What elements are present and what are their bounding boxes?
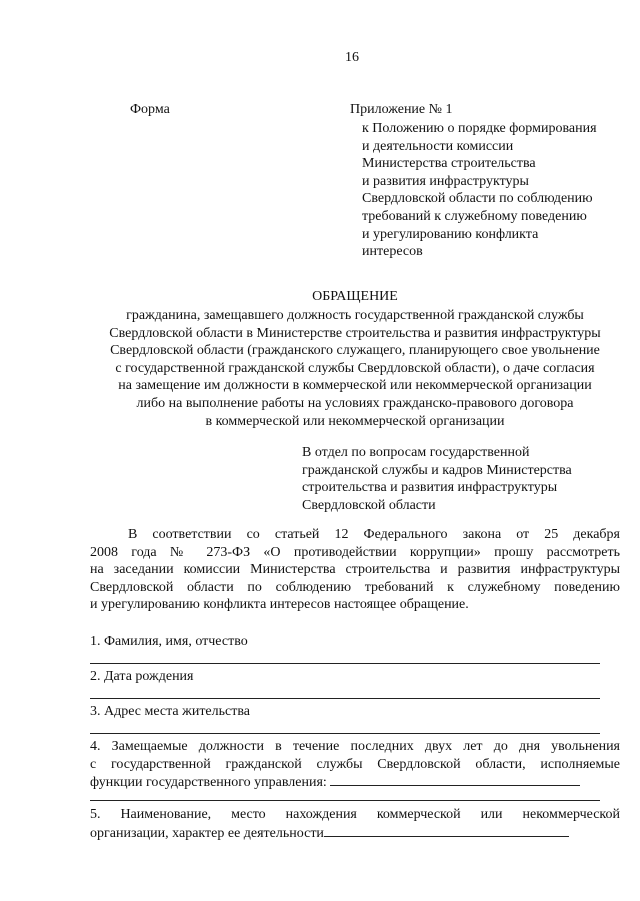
appendix-line: Министерства строительства <box>362 156 536 172</box>
appendix-line: и урегулированию конфликта <box>362 226 539 242</box>
appendix-line: и развития инфраструктуры <box>362 173 529 189</box>
title-line: с государственной гражданской службы Свердловской области), о даче согласия <box>115 360 595 376</box>
paragraph-line: на заседании комиссии Министерства строительства и развития инфраструктуры <box>90 562 620 578</box>
page-number: 16 <box>345 50 359 65</box>
title-line: на замещение им должности в коммерческой или некоммерческой организации <box>118 378 592 394</box>
paragraph-line: 2008 года № 273-ФЗ «О противодействии коррупции» прошу рассмотреть <box>90 544 620 560</box>
field-address-label: 3. Адрес места жительства <box>90 704 250 719</box>
field-full-name-line[interactable] <box>90 663 600 664</box>
appendix-line: требований к служебному поведению <box>362 208 587 224</box>
title-line: Свердловской области (гражданского служащего, планирующего свое увольнение <box>110 343 600 359</box>
paragraph-line: и урегулированию конфликта интересов настоящее обращение. <box>90 597 469 613</box>
addressee-line: строительства и развития инфраструктуры <box>302 480 558 496</box>
title-line: в коммерческой или некоммерческой организации <box>205 413 505 429</box>
field-organization <box>90 806 620 842</box>
field-positions-line: 4. Замещаемые должности в течение последних двух лет до дня увольнения <box>90 739 620 754</box>
paragraph-line: Свердловской области по соблюдению требований к служебному поведению <box>90 579 620 595</box>
field-organization-line: 5. Наименование, место нахождения коммерческой или некоммерческой <box>90 807 620 822</box>
field-organization-line: организации, характер ее деятельности <box>90 824 620 843</box>
request-paragraph <box>90 526 620 614</box>
appendix-line: и деятельности комиссии <box>362 138 514 154</box>
field-full-name-label: 1. Фамилия, имя, отчество <box>90 634 248 649</box>
appendix-line: Свердловской области по соблюдению <box>362 191 593 207</box>
addressee-line: Свердловской области <box>302 497 436 513</box>
appendix-title: Приложение № 1 <box>350 102 453 117</box>
title-line: Свердловской области в Министерстве строительства и развития инфраструктуры <box>109 325 601 341</box>
addressee-line: В отдел по вопросам государственной <box>302 445 530 460</box>
field-positions-line: с государственной гражданской службы Свердловской области, исполняемые <box>90 756 620 772</box>
title-description <box>90 307 620 430</box>
field-birth-date-line[interactable] <box>90 698 600 699</box>
title-line: либо на выполнение работы на условиях гражданско-правового договора <box>136 395 574 411</box>
field-positions <box>90 738 620 792</box>
paragraph-line: В соответствии со статьей 12 Федерального закона от 25 декабря <box>128 527 620 542</box>
document-title: ОБРАЩЕНИЕ <box>312 289 398 304</box>
addressee-line: гражданской службы и кадров Министерства <box>302 462 572 478</box>
field-address-line[interactable] <box>90 733 600 734</box>
appendix-block <box>362 120 597 261</box>
title-line: гражданина, замещавшего должность государственной гражданской службы <box>126 308 584 323</box>
field-positions-extra-line[interactable] <box>90 800 600 801</box>
field-organization-input-line[interactable] <box>324 824 569 837</box>
field-positions-input-line[interactable] <box>330 773 580 786</box>
field-positions-line: функции государственного управления: <box>90 773 620 792</box>
form-label: Форма <box>130 102 170 117</box>
field-birth-date-label: 2. Дата рождения <box>90 669 194 684</box>
appendix-line: интересов <box>362 244 423 260</box>
appendix-line: к Положению о порядке формирования <box>362 121 597 136</box>
addressee-block <box>302 444 572 514</box>
